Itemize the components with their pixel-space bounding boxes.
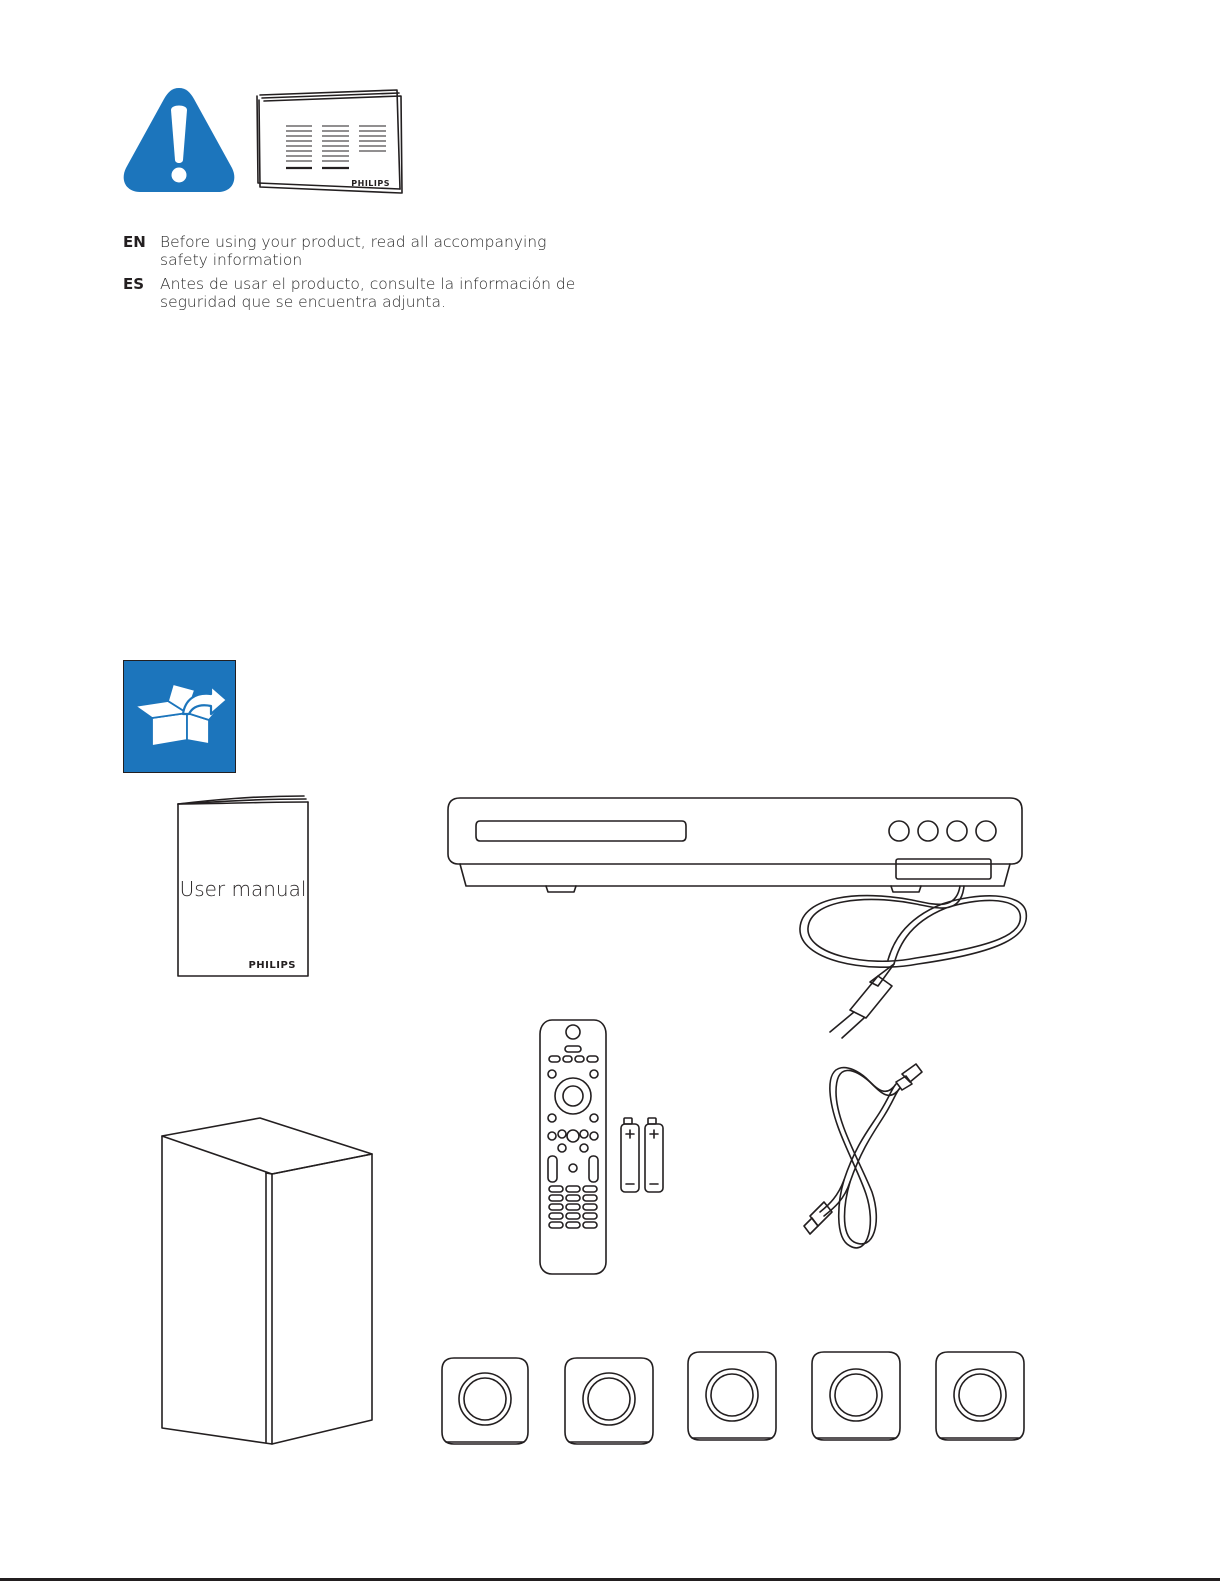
subwoofer-icon bbox=[160, 1116, 376, 1446]
safety-text: Antes de usar el producto, consulte la información de seguridad que se encuentra adjunta. bbox=[160, 275, 576, 311]
dvd-player-icon bbox=[446, 796, 1026, 1040]
language-code: EN bbox=[123, 233, 146, 251]
user-manual-booklet bbox=[172, 792, 312, 982]
satellite-speaker-icon bbox=[810, 1350, 902, 1442]
user-manual-title: User manual bbox=[179, 877, 307, 901]
open-box-arrow-icon bbox=[123, 660, 236, 773]
safety-notice-es bbox=[123, 275, 583, 311]
batteries-icon bbox=[618, 1116, 668, 1194]
language-code: ES bbox=[123, 275, 145, 293]
page-bottom-rule bbox=[0, 1578, 1220, 1581]
satellite-speaker-icon bbox=[440, 1356, 530, 1446]
satellite-speaker-icon bbox=[563, 1356, 655, 1446]
safety-notice bbox=[123, 233, 583, 317]
safety-notice-en bbox=[123, 233, 583, 269]
exclamation-triangle-icon bbox=[122, 84, 236, 196]
user-manual-brand: PHILIPS bbox=[248, 960, 296, 971]
satellite-speaker-icon bbox=[934, 1350, 1026, 1442]
satellite-speaker-icon bbox=[686, 1350, 778, 1442]
hdmi-cable-icon bbox=[800, 1052, 930, 1252]
safety-text: Before using your product, read all accompanying safety information bbox=[160, 233, 547, 269]
leaflet-brand: PHILIPS bbox=[351, 179, 390, 188]
remote-control-icon bbox=[538, 1018, 608, 1276]
safety-leaflet-icon bbox=[254, 86, 406, 198]
